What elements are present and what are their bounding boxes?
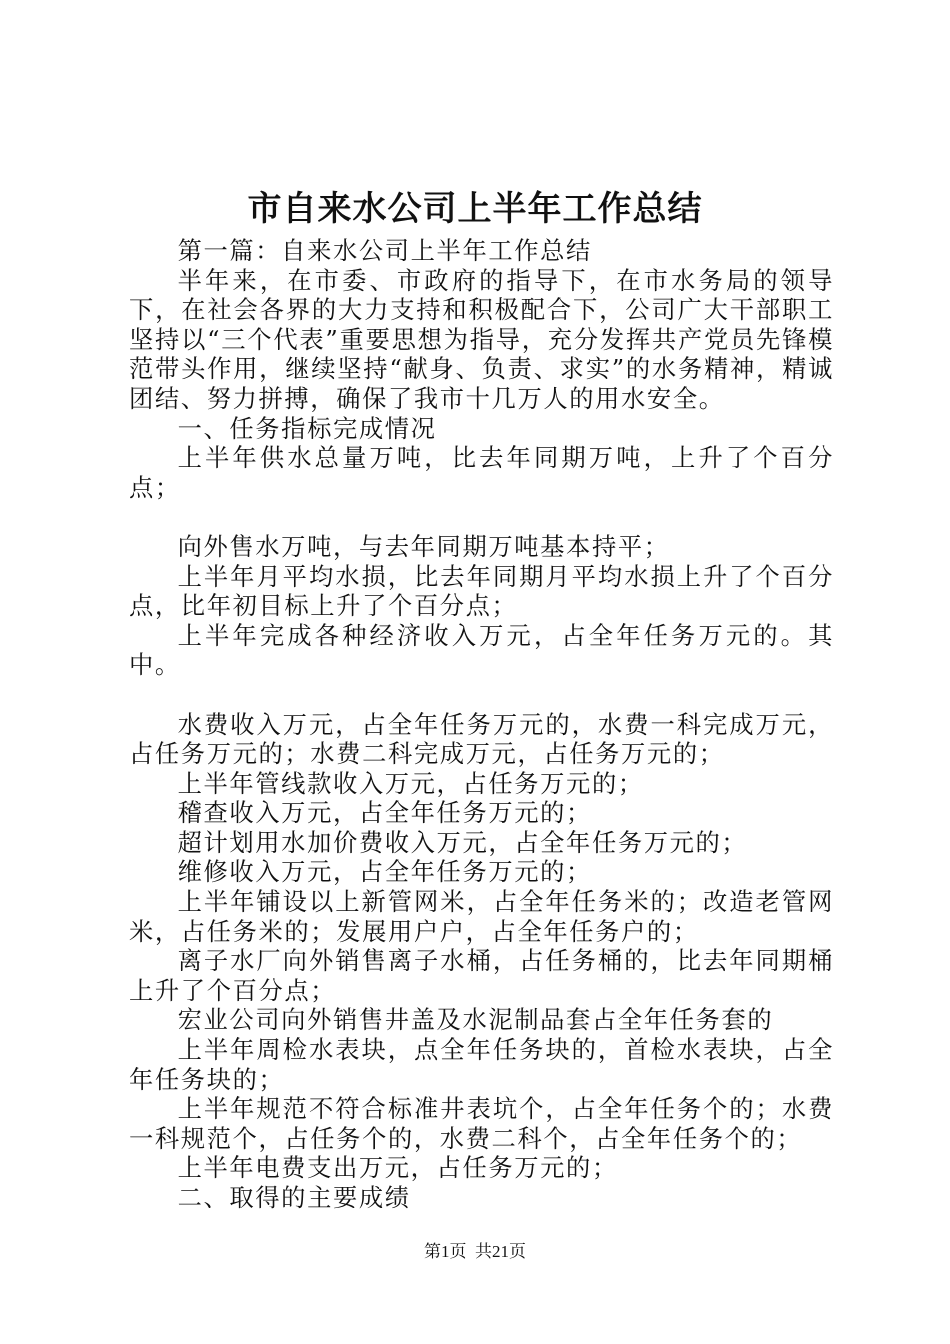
body-paragraph: 二、取得的主要成绩 bbox=[177, 1183, 411, 1212]
body-paragraph: 宏业公司向外销售井盖及水泥制品套占全年任务套的 bbox=[177, 1005, 774, 1035]
body-paragraph: 上半年规范不符合标准井表坑个，占全年任务个的；水费一科规范个，占任务个的，水费二科个，占全年任务个的； bbox=[129, 1094, 834, 1153]
body-paragraph: 超计划用水加价费收入万元，占全年任务万元的； bbox=[177, 827, 748, 857]
body-paragraph: 一、任务指标完成情况 bbox=[177, 413, 437, 443]
body-paragraph: 上半年铺设以上新管网米，占全年任务米的；改造老管网米，占任务米的；发展用户户，占全年任务户的； bbox=[129, 887, 834, 946]
body-paragraph: 稽查收入万元，占全年任务万元的； bbox=[177, 798, 592, 828]
body-paragraph: 维修收入万元，占全年任务万元的； bbox=[177, 857, 592, 887]
body-paragraph: 上半年供水总量万吨，比去年同期万吨，上升了个百分点； bbox=[129, 443, 834, 502]
body-paragraph: 离子水厂向外销售离子水桶，占任务桶的，比去年同期桶上升了个百分点； bbox=[129, 946, 834, 1005]
body-paragraph: 向外售水万吨，与去年同期万吨基本持平； bbox=[177, 531, 670, 561]
body-paragraph: 上半年电费支出万元，占任务万元的； bbox=[177, 1153, 618, 1183]
section-heading: 第一篇：自来水公司上半年工作总结 bbox=[177, 236, 592, 265]
document-body bbox=[129, 236, 834, 1213]
blank-line bbox=[129, 502, 834, 532]
body-paragraph: 上半年完成各种经济收入万元，占全年任务万元的。其中。 bbox=[129, 620, 834, 680]
page-total: 共21页 bbox=[475, 1242, 526, 1261]
body-paragraph: 上半年管线款收入万元，占任务万元的； bbox=[177, 768, 644, 798]
page-footer bbox=[0, 1240, 950, 1264]
body-paragraph: 上半年月平均水损，比去年同期月平均水损上升了个百分点，比年初目标上升了个百分点； bbox=[129, 561, 834, 621]
document-title: 市自来水公司上半年工作总结 bbox=[247, 189, 703, 229]
body-paragraph: 水费收入万元，占全年任务万元的，水费一科完成万元，占任务万元的；水费二科完成万元，占任务万元的； bbox=[129, 709, 834, 769]
body-paragraph: 半年来，在市委、市政府的指导下，在市水务局的领导下，在社会各界的大力支持和积极配合下，公司广大干部职工坚持以“三个代表”重要思想为指导，充分发挥共产党员先锋模范带头作用，继续坚持“献身、负责、求实”的水务精神，精诚团结、努力拼搏，确保了我市十几万人的用水安全。 bbox=[129, 265, 834, 413]
blank-line bbox=[129, 680, 834, 710]
body-paragraph: 上半年周检水表块，点全年任务块的，首检水表块，占全年任务块的； bbox=[129, 1035, 834, 1094]
page-number: 第1页 bbox=[424, 1242, 467, 1261]
